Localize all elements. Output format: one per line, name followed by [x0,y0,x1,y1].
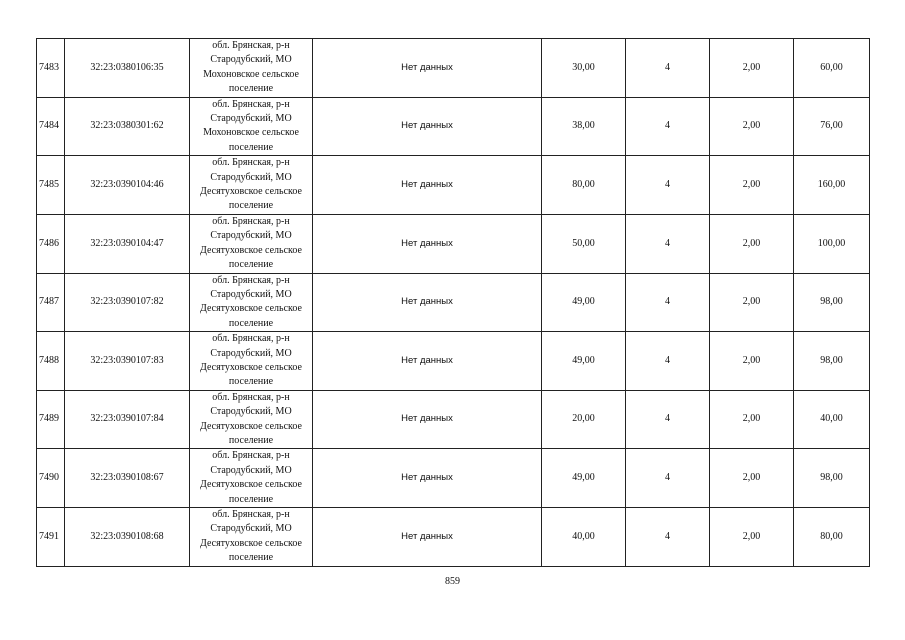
address-line: Десятуховское сельское [200,479,302,491]
address-line: Стародубский, МО [210,54,292,66]
address-line: Десятуховское сельское [200,537,302,549]
row-number-cell: 7488 [37,332,65,391]
total-cell: 80,00 [794,508,870,567]
category-cell: 4 [626,332,710,391]
cadastral-number-cell: 32:23:0390104:46 [65,156,190,215]
address-line: Десятуховское сельское [200,303,302,315]
category-cell: 4 [626,273,710,332]
cadastral-number-cell: 32:23:0390108:68 [65,508,190,567]
category-cell: 4 [626,156,710,215]
total-cell: 60,00 [794,39,870,98]
rate-cell: 2,00 [710,332,794,391]
address-line: Стародубский, МО [210,464,292,476]
table-row [37,332,870,391]
total-cell: 76,00 [794,97,870,156]
address-line: обл. Брянская, р-н [212,157,290,169]
area-cell: 49,00 [542,332,626,391]
cadastral-number-cell: 32:23:0380106:35 [65,39,190,98]
address-line: обл. Брянская, р-н [212,333,290,345]
address-cell [190,97,313,156]
address-cell [190,449,313,508]
status-cell: Нет данных [313,97,542,156]
category-cell: 4 [626,449,710,508]
row-number-cell: 7491 [37,508,65,567]
address-line: поселение [228,552,274,564]
status-cell: Нет данных [313,332,542,391]
rate-cell: 2,00 [710,390,794,449]
total-cell: 98,00 [794,273,870,332]
address-line: Десятуховское сельское [200,186,302,198]
table-row [37,39,870,98]
status-cell: Нет данных [313,156,542,215]
address-line: Стародубский, МО [210,347,292,359]
page-number: 859 [445,576,460,587]
total-cell: 100,00 [794,214,870,273]
address-line: Десятуховское сельское [200,420,302,432]
address-line: поселение [228,259,274,271]
table-row [37,449,870,508]
address-line: обл. Брянская, р-н [212,450,290,462]
total-cell: 98,00 [794,332,870,391]
address-line: обл. Брянская, р-н [212,40,290,51]
category-cell: 4 [626,97,710,156]
cadastral-number-cell: 32:23:0390108:67 [65,449,190,508]
address-line: Стародубский, МО [210,406,292,418]
area-cell: 49,00 [542,273,626,332]
row-number-cell: 7484 [37,97,65,156]
address-line: Стародубский, МО [210,523,292,535]
table-row [37,508,870,567]
status-cell: Нет данных [313,273,542,332]
area-cell: 20,00 [542,390,626,449]
status-cell: Нет данных [313,449,542,508]
table-body [37,39,870,567]
address-line: поселение [228,200,274,212]
rate-cell: 2,00 [710,449,794,508]
address-line: обл. Брянская, р-н [212,215,290,227]
row-number-cell: 7483 [37,39,65,98]
address-cell [190,390,313,449]
row-number-cell: 7490 [37,449,65,508]
table-row [37,390,870,449]
address-line: Мохоновское сельское [203,68,299,80]
address-line: Стародубский, МО [210,288,292,300]
cadastral-number-cell: 32:23:0390107:83 [65,332,190,391]
table-row [37,97,870,156]
address-line: поселение [228,376,274,388]
status-cell: Нет данных [313,39,542,98]
address-line: поселение [228,141,274,153]
area-cell: 30,00 [542,39,626,98]
total-cell: 98,00 [794,449,870,508]
address-line: обл. Брянская, р-н [212,98,290,110]
cadastral-number-cell: 32:23:0390107:82 [65,273,190,332]
address-cell [190,156,313,215]
address-cell [190,332,313,391]
rate-cell: 2,00 [710,273,794,332]
address-cell [190,273,313,332]
table-row [37,214,870,273]
rate-cell: 2,00 [710,214,794,273]
address-line: Десятуховское сельское [200,361,302,373]
address-line: Десятуховское сельское [200,244,302,256]
address-cell [190,214,313,273]
rate-cell: 2,00 [710,508,794,567]
address-line: Стародубский, МО [210,113,292,125]
status-cell: Нет данных [313,390,542,449]
category-cell: 4 [626,508,710,567]
cadastral-number-cell: 32:23:0390104:47 [65,214,190,273]
address-cell [190,508,313,567]
table-row [37,156,870,215]
area-cell: 49,00 [542,449,626,508]
rate-cell: 2,00 [710,39,794,98]
address-line: Мохоновское сельское [203,127,299,139]
area-cell: 50,00 [542,214,626,273]
status-cell: Нет данных [313,214,542,273]
row-number-cell: 7486 [37,214,65,273]
address-line: поселение [228,434,274,446]
address-cell [190,39,313,98]
area-cell: 40,00 [542,508,626,567]
area-cell: 38,00 [542,97,626,156]
address-line: поселение [228,83,274,95]
total-cell: 40,00 [794,390,870,449]
rate-cell: 2,00 [710,97,794,156]
address-line: обл. Брянская, р-н [212,274,290,286]
status-cell: Нет данных [313,508,542,567]
category-cell: 4 [626,214,710,273]
address-line: обл. Брянская, р-н [212,509,290,520]
address-line: Стародубский, МО [210,171,292,183]
total-cell: 160,00 [794,156,870,215]
land-plots-table [36,38,870,567]
category-cell: 4 [626,390,710,449]
category-cell: 4 [626,39,710,98]
rate-cell: 2,00 [710,156,794,215]
cadastral-number-cell: 32:23:0380301:62 [65,97,190,156]
row-number-cell: 7489 [37,390,65,449]
table-row [37,273,870,332]
address-line: поселение [228,317,274,329]
row-number-cell: 7487 [37,273,65,332]
address-line: поселение [228,493,274,505]
area-cell: 80,00 [542,156,626,215]
address-line: обл. Брянская, р-н [212,391,290,403]
row-number-cell: 7485 [37,156,65,215]
cadastral-number-cell: 32:23:0390107:84 [65,390,190,449]
address-line: Стародубский, МО [210,230,292,242]
